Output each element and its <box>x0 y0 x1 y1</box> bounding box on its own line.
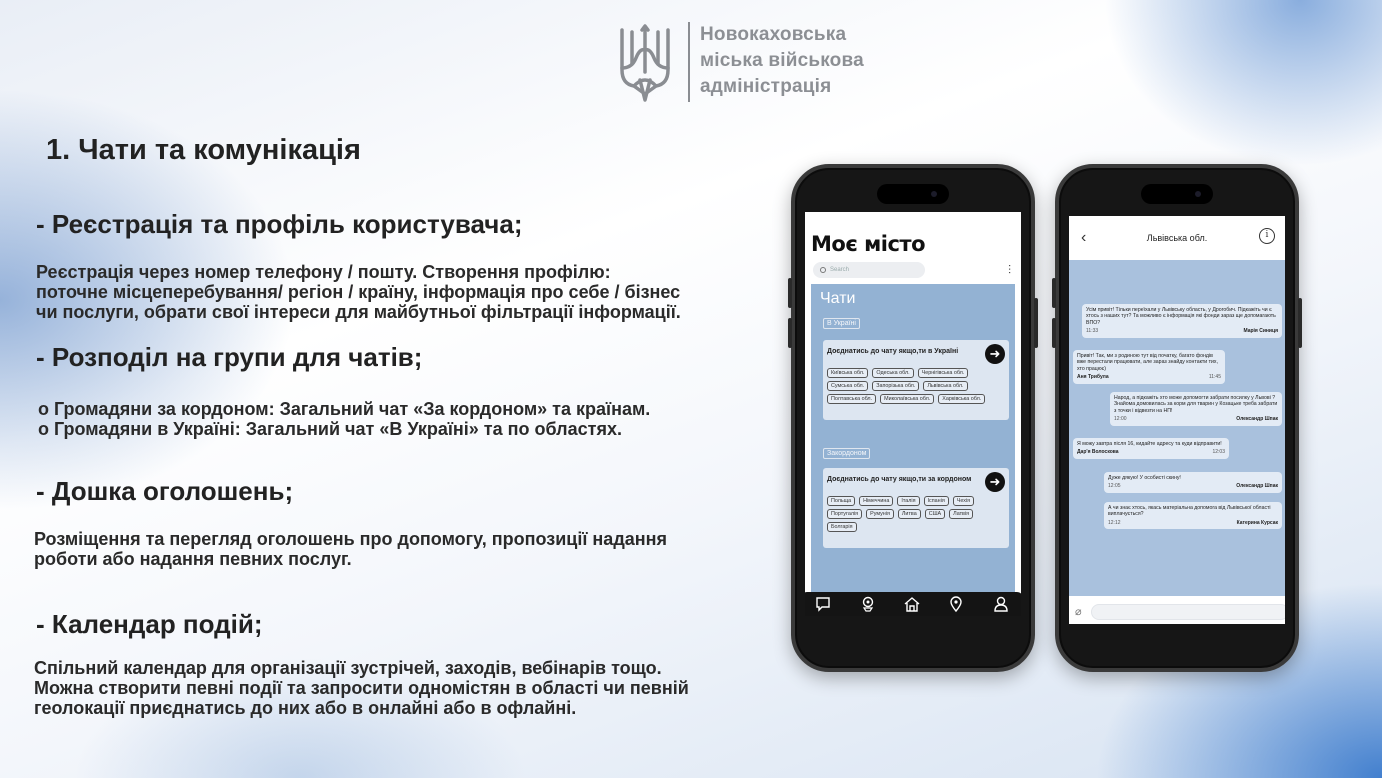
country-chip[interactable]: Румунія <box>866 509 894 519</box>
region-chip[interactable]: Миколаївська обл. <box>880 394 934 404</box>
power-button <box>1298 298 1302 348</box>
message-time: 11:45 <box>1208 374 1221 381</box>
search-placeholder: Search <box>830 267 850 273</box>
section-line: o Громадяни в Україні: Загальний чат «В Україні» та по областях. <box>38 419 622 439</box>
country-chip[interactable]: Німеччина <box>859 496 893 506</box>
region-chip[interactable]: Чернігівська обл. <box>918 368 969 378</box>
message-text: Дуже дякую! У особисті скину! <box>1108 475 1181 481</box>
trident-emblem-icon <box>618 24 672 102</box>
phone-screen <box>1069 216 1285 624</box>
message-text: Усім привіт! Тільки переїхали у Львівську область, у Дрогобич. Підкажіть чи є хтось з наших тут? Та можливо є інформація які фонди зараз ще допомагають ВПО? <box>1086 307 1276 326</box>
chat-messages <box>1069 260 1285 596</box>
country-chip[interactable]: Португалія <box>827 509 862 519</box>
phone-mockup-chat-thread <box>1055 164 1299 672</box>
sliders-icon[interactable]: ⫶ <box>1007 263 1011 277</box>
chat-message <box>1104 502 1282 529</box>
card-title: Доєднатись до чату якщо,ти в Україні <box>827 348 959 355</box>
section-text-board <box>34 529 754 569</box>
info-icon[interactable]: i <box>1259 228 1275 244</box>
phone-screen <box>805 212 1021 616</box>
section-heading-calendar: - Календар подій; <box>36 609 263 639</box>
chat-message <box>1073 350 1225 384</box>
section-line: чи послуги, обрати свої інтереси для майбутньої фільтрації інформації. <box>36 302 681 322</box>
volume-button <box>788 318 792 348</box>
section-text-groups <box>38 399 758 439</box>
section-line: Розміщення та перегляд оголошень про допомогу, пропозиції надання <box>34 529 667 549</box>
org-name-line: Новокаховська <box>700 24 847 45</box>
message-text: Привіт! Так, ми з родиною тут від початку, багато фондів вже перестали працювати, але зараз знайду контакти тих, хто працює) <box>1077 353 1218 372</box>
card-title: Доєднатись до чату якщо,ти за кордоном <box>827 476 972 483</box>
section-line: поточне місцеперебування/ регіон / країну, інформація про себе / бізнес <box>36 282 681 302</box>
message-time: 12:12 <box>1108 519 1121 526</box>
message-time: 12:05 <box>1108 483 1121 490</box>
section-text-registration <box>36 262 756 322</box>
chat-icon[interactable] <box>814 595 832 613</box>
message-time: 12:03 <box>1212 449 1225 456</box>
profile-icon[interactable] <box>992 595 1010 613</box>
chat-message <box>1082 304 1282 338</box>
message-input[interactable] <box>1091 604 1285 620</box>
message-time: 11:33 <box>1086 328 1099 335</box>
chat-title: Львівська обл. <box>1146 233 1208 243</box>
country-chip[interactable]: Іспанія <box>924 496 949 506</box>
region-chip[interactable]: Харківська обл. <box>938 394 985 404</box>
arrow-right-icon[interactable]: ➜ <box>985 472 1005 492</box>
phone-mockup-chats <box>791 164 1035 672</box>
org-name-line: адміністрація <box>700 76 832 97</box>
section-line: Реєстрація через номер телефону / пошту. Створення профілю: <box>36 262 611 282</box>
section-line: геолокації приєднатись до них або в онлайні або в офлайні. <box>34 698 577 718</box>
chat-message <box>1110 392 1282 426</box>
org-name <box>700 22 864 100</box>
message-composer <box>1069 600 1285 624</box>
location-pin-icon[interactable] <box>859 595 877 613</box>
app-title: Моє місто <box>811 232 925 256</box>
section-line: o Громадяни за кордоном: Загальний чат «За кордоном» та країнам. <box>38 399 651 419</box>
home-icon[interactable] <box>903 595 921 613</box>
section-heading-board: - Дошка оголошень; <box>36 476 294 506</box>
group-tag-ukraine: В Україні <box>823 318 860 329</box>
country-chips <box>827 496 987 532</box>
country-chip[interactable]: Болгарія <box>827 522 857 532</box>
volume-button <box>1052 278 1056 308</box>
org-name-line: міська військова <box>700 50 864 71</box>
region-chip[interactable]: Київська обл. <box>827 368 868 378</box>
volume-button <box>788 278 792 308</box>
chat-card-abroad[interactable] <box>823 468 1009 548</box>
section-line: Можна створити певні події та запросити одномістян в області чи певній <box>34 678 689 698</box>
region-chip[interactable]: Львівська обл. <box>923 381 967 391</box>
chats-panel <box>811 284 1015 604</box>
search-icon <box>820 267 826 273</box>
section-line: роботи або надання певних послуг. <box>34 549 352 569</box>
country-chip[interactable]: Польща <box>827 496 855 506</box>
map-marker-icon[interactable] <box>947 595 965 613</box>
arrow-right-icon[interactable]: ➜ <box>985 344 1005 364</box>
panel-title: Чати <box>820 290 856 307</box>
chat-header <box>1069 216 1285 260</box>
region-chip[interactable]: Сумська обл. <box>827 381 868 391</box>
message-author: Дар'я Волоскова <box>1077 449 1119 456</box>
group-tag-abroad: Закордоном <box>823 448 870 459</box>
country-chip[interactable]: Італія <box>897 496 919 506</box>
message-time: 12:00 <box>1114 416 1127 423</box>
region-chip[interactable]: Полтавська обл. <box>827 394 876 404</box>
dynamic-island <box>1141 184 1213 204</box>
power-button <box>1034 298 1038 348</box>
paperclip-icon[interactable]: ⌀ <box>1075 606 1082 618</box>
message-text: Я можу завтра після 16, кидайте адресу та куди відправити! <box>1077 441 1222 447</box>
country-chip[interactable]: Чехія <box>953 496 974 506</box>
back-arrow-icon[interactable]: ‹ <box>1081 229 1087 246</box>
org-logo <box>618 22 864 102</box>
message-author: Олександр Шпак <box>1236 483 1278 490</box>
message-text: Народ, а підкажіть хто може допомогти забрати посилку у Львові ? Знайома домовилась за корм для тварин у Козацьке треба забрати з точки і відвезти на НП! <box>1114 395 1278 414</box>
chat-message <box>1104 472 1282 493</box>
bottom-nav <box>805 592 1021 616</box>
volume-button <box>1052 318 1056 348</box>
section-line: Спільний календар для організації зустрічей, заходів, вебінарів тощо. <box>34 658 662 678</box>
message-text: А чи знає хтось, якась матеріальна допомога від Львівської області виплачується? <box>1108 505 1271 518</box>
country-chip[interactable]: Латвія <box>949 509 973 519</box>
section-heading-groups: - Розподіл на групи для чатів; <box>36 342 423 372</box>
search-input[interactable] <box>813 262 925 278</box>
region-chip[interactable]: Запорізька обл. <box>872 381 919 391</box>
message-author: Олександр Шпак <box>1236 416 1278 423</box>
chat-card-ukraine[interactable] <box>823 340 1009 420</box>
message-author: Аня Трибула <box>1077 374 1109 381</box>
chat-message <box>1073 438 1229 459</box>
section-text-calendar <box>34 658 754 718</box>
page-title: 1. Чати та комунікація <box>46 134 361 166</box>
country-chip[interactable]: Литва <box>898 509 921 519</box>
region-chips <box>827 368 987 404</box>
dynamic-island <box>877 184 949 204</box>
message-author: Катерина Курсак <box>1236 519 1278 526</box>
logo-divider <box>688 22 690 102</box>
country-chip[interactable]: США <box>925 509 945 519</box>
section-heading-registration: - Реєстрація та профіль користувача; <box>36 209 523 239</box>
message-author: Марія Синиця <box>1243 328 1278 335</box>
region-chip[interactable]: Одеська обл. <box>872 368 913 378</box>
